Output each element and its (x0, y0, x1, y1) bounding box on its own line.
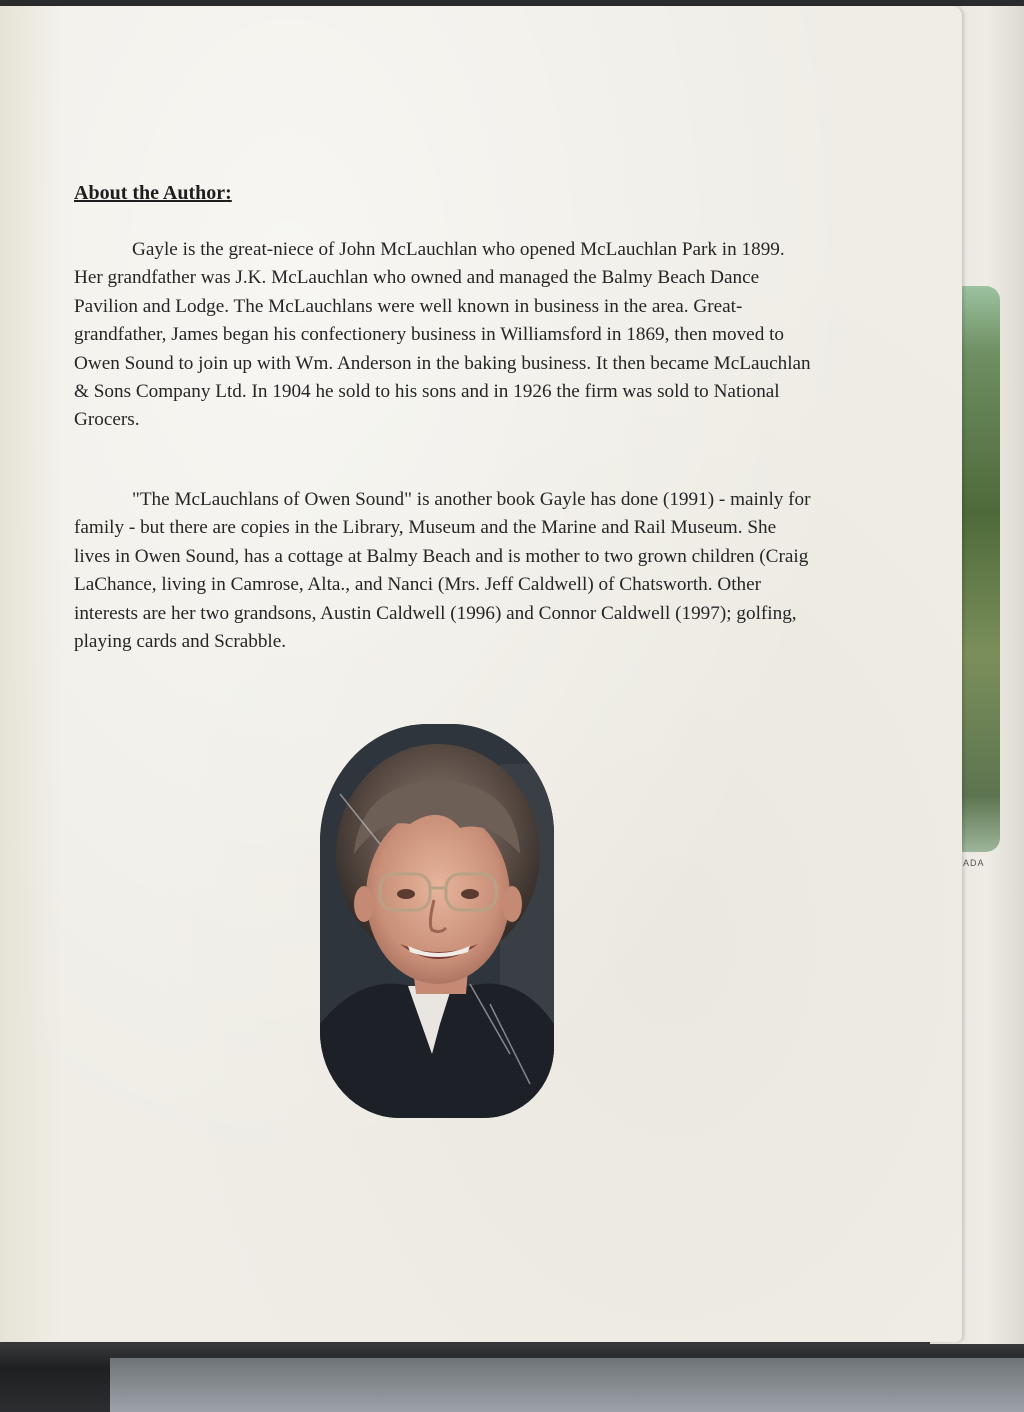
page-edge-shadow (0, 6, 62, 1342)
page-heading: About the Author: (74, 182, 232, 204)
author-portrait-photo (320, 724, 554, 1118)
paragraph-family-history: Gayle is the great-niece of John McLauchlan who opened McLauchlan Park in 1899. Her grandfather was J.K. McLauchlan who owned and managed the Balmy Beach Dance Pavilion and Lodge. The McLauchlans were well known in business in the area. Great-grandfather, James began his confectionery business in Williamsford in 1869, then moved to Owen Sound to join up with Wm. Anderson in the baking business. It then became McLauchlan & Sons Company Ltd. In 1904 he sold to his sons and in 1926 the firm was sold to National Grocers. (74, 239, 811, 431)
scanner-bed-glare (110, 1358, 1024, 1412)
back-cover-photo (960, 286, 1000, 852)
portrait-illustration (320, 724, 554, 1118)
paragraph-author-bio: "The McLauchlans of Owen Sound" is another book Gayle has done (1991) - mainly for family - but there are copies in the Library, Museum and the Marine and Rail Museum. She lives in Owen Sound, has a cottage at Balmy Beach and is mother to two grown children (Craig LaChance, living in Camrose, Alta., and Nanci (Mrs. Jeff Caldwell) of Chatsworth. Other interests are her two grandsons, Austin Caldwell (1996) and Connor Caldwell (1997); golfing, playing cards and Scrabble. (74, 489, 811, 653)
document-page (0, 6, 962, 1342)
back-cover-caption: ADA (963, 858, 985, 868)
